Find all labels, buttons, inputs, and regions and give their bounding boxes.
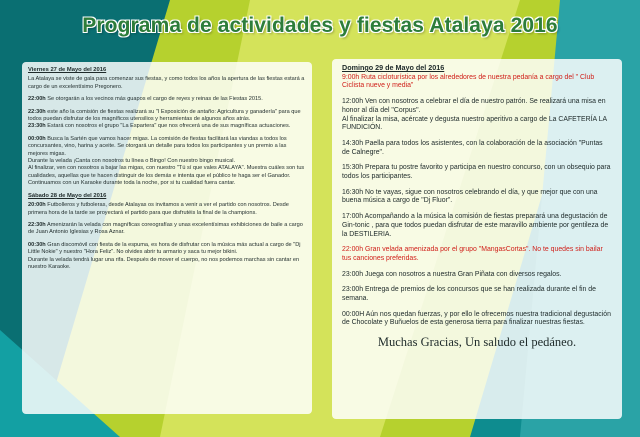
right-column bbox=[332, 59, 622, 419]
event-item: 22:30h este año la comisión de fiestas realizará su "I Exposición de antaño: Agricultura y ganadería" para que todos puedan disfrutar de los magníficos utensilios y herramientas de algunos años atrás. 23:30h Estará con nosotros el grupo "La Espartera" que nos ofrecerá una de sus magníficas actuaciones. bbox=[28, 108, 301, 130]
event-item: 12:00h Ven con nosotros a celebrar el día de nuestro patrón. Se realizará una misa en honor al día del "Corpus". Al finalizar la misa, acércate y degusta nuestro aperitivo a cargo de La CAFETERÍA LA FUNDICIÓN. bbox=[342, 98, 607, 132]
friday-intro: La Atalaya se viste de gala para comenzar sus fiestas, y como todos los años la apertura de las fiestas estará a cargo de un excelentísimo Pregonero. bbox=[28, 76, 305, 90]
event-item: 00:00H Aún nos quedan fuerzas, y por ello le ofrecemos nuestra tradicional degustación de Chocolate y Buñuelos de esta generosa tierra para finalizar nuestras fiestas. bbox=[342, 310, 611, 327]
event-item: 00:00h Busca la Sartén que vamos hacer migas. La comisión de fiestas facilitará las viandas a todos los concursantes, vino, harina y aceite. Se otorgará un detalle para todos los participantes y un premio a las mejores migas. Durante la velada ¡Canta con nosotros tu línea o Bingo! Con nuestro bingo musical. Al finalizar, ven con nosotros a bajar las migas, con nuestro "Tú sí que vales ATALAYA". Muestra cuáles son tus cualidades, aquellas que te hacen distinguir de los demás e intenta que el público te haga ser el Ganador. Continuamos con un Karaoke durante toda la noche, por si tu cualidad fuera cantar. bbox=[28, 135, 305, 187]
day-heading-sunday: Domingo 29 de Mayo del 2016 bbox=[342, 63, 445, 72]
left-column bbox=[22, 62, 312, 414]
event-item: 23:00h Entrega de premios de los concursos que se han realizada durante el fin de semana. bbox=[342, 286, 596, 303]
event-item: 15:30h Prepara tu postre favorito y participa en nuestro concurso, con un obsequio para todos los participantes. bbox=[342, 164, 611, 181]
event-item: 00:30h Gran discomóvil con fiesta de la espuma, es hora de disfrutar con la música más actual a cargo de "Dj Little Nokie" y nuestro "Hora Feliz". No olvides abrir tu armario y saca tu mejor bikini. Durante la velada tendrá lugar una rifa. Después de mover el cuerpo, no nos podemos marchas sin cantar en nuestro Karaoke. bbox=[28, 241, 301, 270]
page-title: Programa de actividades y fiestas Atalaya 2016 bbox=[82, 14, 558, 37]
event-item: 17:00h Acompañando a la música la comisión de fiestas preparará una degustación de Gin-tonic , para que todos puedan disfrutar de este maravillo ambiente por gentileza de la DESTILERIA. bbox=[342, 213, 609, 238]
event-item: 22:00h Se otorgarán a los vecinos más guapos el cargo de reyes y reinas de las Fiestas 2015. bbox=[28, 96, 263, 103]
day-heading-saturday: Sábado 28 de Mayo del 2016 bbox=[28, 192, 107, 199]
event-item: 9:00h Ruta cicloturística por los alrededores de nuestra pedanía a cargo del " Club Ciclista nueve y media" bbox=[342, 73, 595, 90]
event-item: 16:30h No te vayas, sigue con nosotros celebrando el día, y que mejor que con una buena música a cargo de "Dj Fluor". bbox=[342, 188, 598, 205]
day-heading-friday: Viernes 27 de Mayo del 2016 bbox=[28, 67, 107, 73]
event-item: 22:30h Amenizarán la velada con magníficas coreografías y unas excelentísimas exhibiciones de baile a cargo de Juan Antonio Iglesias y Rosa Aznar. bbox=[28, 221, 303, 236]
event-item: 14:30h Paella para todos los asistentes, con la colaboración de la asociación "Puntas de Calnegre". bbox=[342, 139, 603, 156]
closing-message: Muchas Gracias, Un saludo el pedáneo. bbox=[377, 335, 577, 350]
event-item: 22:00h Gran velada amenizada por el grupo "MangasCortas". No te quedes sin bailar tus canciones preferidas. bbox=[342, 246, 603, 262]
event-item: 23:00h Juega con nosotros a nuestra Gran Piñata con diversos regalos. bbox=[342, 270, 562, 278]
event-item: 20:00h Futbolleros y futboleras, desde Atalayas os invitamos a venir a ver el partido con nosotros. Desde primera hora de la tarde se proyectará el partido para que disfrutéis la final de la champions. bbox=[28, 202, 289, 216]
